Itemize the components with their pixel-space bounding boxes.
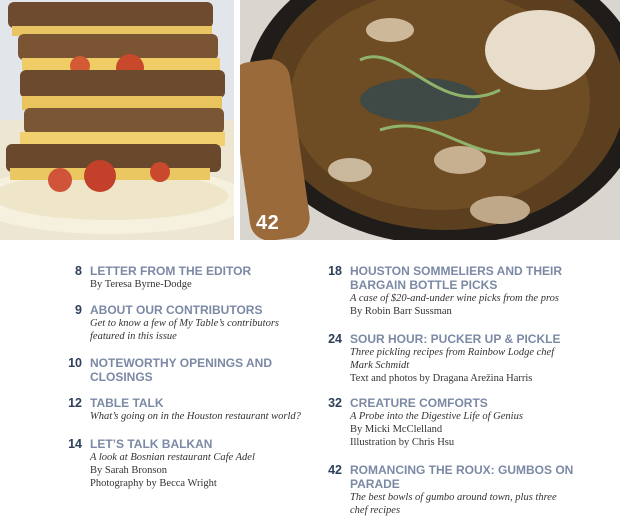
entry-credit: By Sarah Bronson bbox=[90, 465, 167, 476]
entry-description: A case of $20-and-under wine picks from the pros bbox=[350, 293, 560, 304]
contents-entry[interactable] bbox=[60, 437, 322, 490]
contents-entry[interactable] bbox=[320, 396, 620, 449]
page-number: 24 bbox=[328, 332, 342, 346]
entry-title: CREATURE COMFORTS bbox=[350, 396, 488, 410]
contents-entry[interactable] bbox=[60, 303, 322, 343]
entry-description: Three pickling recipes from Rainbow Lodge chef bbox=[350, 347, 555, 358]
contents-entry[interactable] bbox=[320, 463, 620, 517]
page-number: 12 bbox=[68, 396, 82, 410]
entry-description: What’s going on in the Houston restaurant world? bbox=[90, 411, 301, 422]
entry-credit: By Robin Barr Sussman bbox=[350, 306, 452, 317]
contents-left-column bbox=[60, 264, 322, 490]
sandwich-photo bbox=[0, 0, 234, 240]
entry-credit: By Teresa Byrne-Dodge bbox=[90, 279, 192, 290]
entry-description: featured in this issue bbox=[90, 331, 177, 342]
page-number: 32 bbox=[328, 396, 342, 410]
contents-entry[interactable] bbox=[320, 264, 620, 318]
entry-title: ROMANCING THE ROUX: GUMBOS ON PARADE bbox=[350, 463, 574, 491]
entry-title: SOUR HOUR: PUCKER UP & PICKLE bbox=[350, 332, 561, 346]
entry-title: NOTEWORTHY OPENINGS AND CLOSINGS bbox=[90, 356, 273, 384]
entry-title: ABOUT OUR CONTRIBUTORS bbox=[90, 303, 263, 317]
contents-entry[interactable] bbox=[60, 396, 322, 423]
gumbo-illustration bbox=[240, 0, 620, 240]
entry-description: Get to know a few of My Table’s contributors bbox=[90, 318, 279, 329]
contents-entry[interactable] bbox=[60, 264, 322, 291]
entry-credit: Text and photos by Dragana Arežina Harris bbox=[350, 373, 533, 384]
contents-right-column bbox=[320, 264, 620, 517]
page-number: 18 bbox=[328, 264, 342, 278]
entry-description: Mark Schmidt bbox=[350, 360, 410, 371]
entry-credit: Photography by Becca Wright bbox=[90, 478, 217, 489]
entry-title: LET’S TALK BALKAN bbox=[90, 437, 213, 451]
gumbo-photo bbox=[240, 0, 620, 240]
entry-description: The best bowls of gumbo around town, plus three bbox=[350, 492, 557, 503]
entry-credit: By Micki McClelland bbox=[350, 424, 443, 435]
entry-credit: Illustration by Chris Hsu bbox=[350, 437, 455, 448]
page-number: 42 bbox=[328, 463, 342, 477]
sandwich-illustration bbox=[0, 0, 234, 240]
entry-description: chef recipes bbox=[350, 505, 401, 516]
page-number: 10 bbox=[68, 356, 82, 370]
entry-title: LETTER FROM THE EDITOR bbox=[90, 264, 252, 278]
entry-description: A Probe into the Digestive Life of Genius bbox=[350, 411, 523, 422]
contents-entry[interactable] bbox=[60, 356, 322, 384]
entry-description: A look at Bosnian restaurant Cafe Adel bbox=[90, 452, 255, 463]
page-number: 14 bbox=[68, 437, 82, 451]
entry-title: HOUSTON SOMMELIERS AND THEIR BARGAIN BOTTLE PICKS bbox=[350, 264, 563, 292]
page-number: 9 bbox=[75, 303, 82, 317]
photo-page-number: 42 bbox=[256, 212, 280, 234]
entry-title: TABLE TALK bbox=[90, 396, 164, 410]
page-number: 8 bbox=[75, 264, 82, 278]
contents-entry[interactable] bbox=[320, 332, 620, 385]
